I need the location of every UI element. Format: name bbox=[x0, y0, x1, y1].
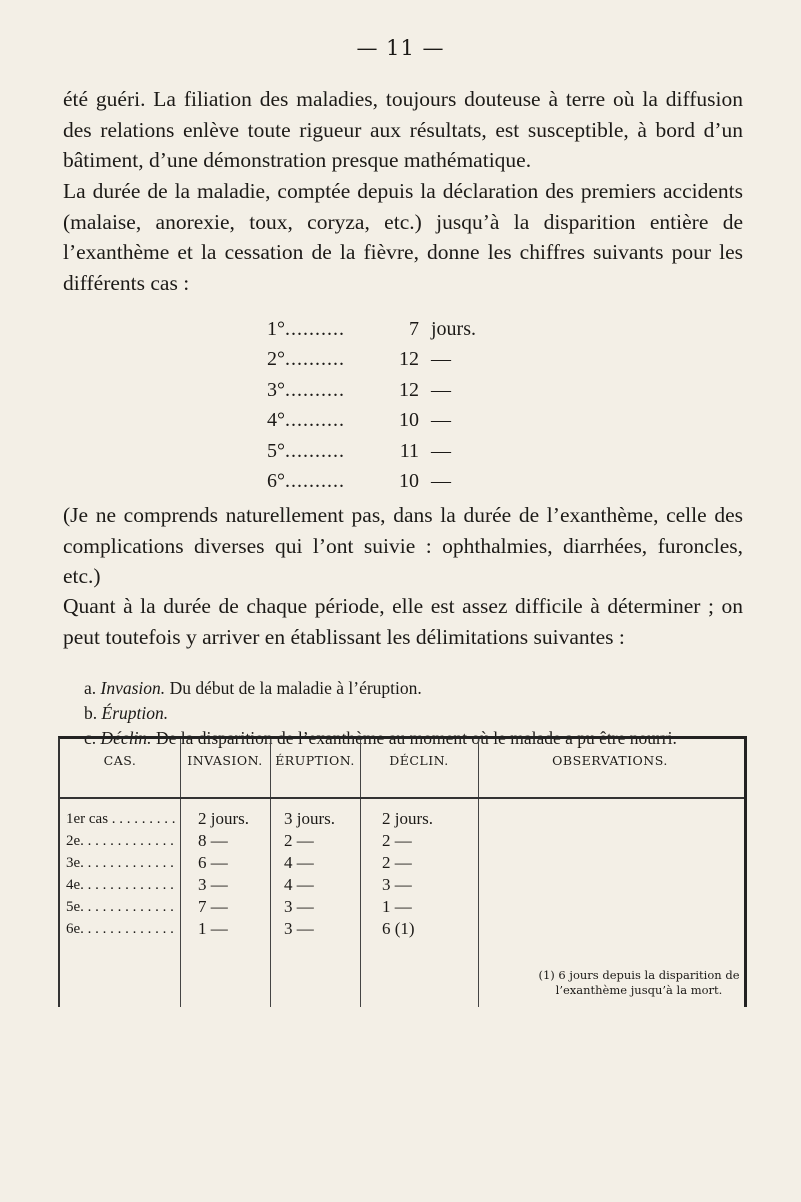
column-cas bbox=[66, 808, 176, 940]
duration-row: 1°.......... 7 jours. bbox=[267, 317, 476, 340]
table-cell: 2 — bbox=[382, 853, 412, 872]
table-cell: 2 — bbox=[284, 831, 314, 850]
table-cell: 3 — bbox=[382, 875, 412, 894]
table-cell: 1 — bbox=[198, 919, 228, 938]
table-cell: 6e. . . . . . . . . . . . . bbox=[66, 921, 174, 937]
table-cell: 5e. . . . . . . . . . . . . bbox=[66, 899, 174, 915]
table-cell: 2 jours. bbox=[198, 809, 249, 828]
column-invasion bbox=[198, 808, 249, 940]
table-cell: 1 — bbox=[382, 897, 412, 916]
paragraph-3: (Je ne comprends naturellement pas, dans la durée de l’exanthème, celle des complications diverses qui l’ont suivie : ophthalmies, diarrhées, furoncles, etc.) bbox=[63, 503, 743, 588]
duration-value: 7 bbox=[409, 317, 419, 340]
paragraph-2: La durée de la maladie, comptée depuis la déclaration des premiers accidents (malaise, anorexie, toux, coryza, etc.) jusqu’à la disparition entière de l’exanthème et la cessation de la fièvre, donne les chiffres suivants pour les différents cas : bbox=[63, 179, 743, 295]
duration-case: 6° bbox=[267, 470, 285, 493]
table-cell: 8 — bbox=[198, 831, 228, 850]
header-observations: OBSERVATIONS. bbox=[552, 752, 668, 768]
duration-row: 2°.......... 12 — bbox=[267, 348, 451, 371]
table-cell: 3 jours. bbox=[284, 809, 335, 828]
table-cell: 4 — bbox=[284, 853, 314, 872]
duration-case: 3° bbox=[267, 378, 285, 401]
definition-c: c. Déclin. De la disparition de l’exanthème au moment où le malade a pu être nourri. bbox=[84, 728, 677, 748]
duration-value: 10 bbox=[399, 470, 419, 493]
duration-unit: — bbox=[431, 470, 451, 493]
table-cell: 2e. . . . . . . . . . . . . bbox=[66, 833, 174, 849]
duration-unit: — bbox=[431, 439, 451, 462]
table-cell: 3 — bbox=[198, 875, 228, 894]
table-cell: 6 — bbox=[198, 853, 228, 872]
header-cas: CAS. bbox=[103, 752, 137, 768]
duration-row: 6°.......... 10 — bbox=[267, 470, 451, 493]
observation-note: (1) 6 jours depuis la disparition de l’exanthème jusqu’à la mort. bbox=[538, 968, 740, 997]
column-eruption bbox=[284, 808, 335, 940]
header-eruption: ÉRUPTION. bbox=[275, 752, 355, 768]
definition-a: a. Invasion. Du début de la maladie à l’éruption. bbox=[84, 678, 422, 698]
table-cell: 6 (1) bbox=[382, 919, 415, 938]
duration-value: 10 bbox=[399, 409, 419, 432]
table-cell: 1er cas . . . . . . . . . bbox=[66, 811, 176, 827]
duration-unit: — bbox=[431, 348, 451, 371]
duration-case: 2° bbox=[267, 348, 285, 371]
duration-case: 4° bbox=[267, 409, 285, 432]
header-rule bbox=[60, 797, 744, 799]
table-cell: 4 — bbox=[284, 875, 314, 894]
table-cell: 2 — bbox=[382, 831, 412, 850]
duration-row: 5°.......... 11 — bbox=[267, 439, 451, 462]
duration-unit: — bbox=[431, 409, 451, 432]
page-number: — 11 — bbox=[356, 36, 445, 60]
duration-row: 3°.......... 12 — bbox=[267, 378, 451, 401]
header-declin: DÉCLIN. bbox=[389, 752, 449, 768]
paragraph-4: Quant à la durée de chaque période, elle est assez difficile à déterminer ; on peut toutefois y arriver en établissant les délimitations suivantes : bbox=[63, 594, 743, 649]
duration-value: 12 bbox=[399, 378, 419, 401]
table-cell: 4e. . . . . . . . . . . . . bbox=[66, 877, 174, 893]
duration-unit: — bbox=[431, 378, 451, 401]
duration-case: 1° bbox=[267, 317, 285, 340]
definition-b: b. Éruption. bbox=[84, 703, 169, 723]
periods-table bbox=[58, 736, 747, 1007]
table-cell: 3 — bbox=[284, 897, 314, 916]
header-invasion: INVASION. bbox=[187, 752, 263, 768]
table-cell: 3 — bbox=[284, 919, 314, 938]
duration-row: 4°.......... 10 — bbox=[267, 409, 451, 432]
paragraph-1: été guéri. La filiation des maladies, toujours douteuse à terre où la diffusion des relations enlève toute rigueur aux résultats, est susceptible, à bord d’un bâtiment, d’une démonstration presque mathématique. bbox=[63, 87, 743, 172]
duration-case: 5° bbox=[267, 439, 285, 462]
duration-value: 12 bbox=[399, 348, 419, 371]
durations-list bbox=[267, 314, 527, 497]
duration-unit: jours. bbox=[431, 317, 476, 340]
table-cell: 2 jours. bbox=[382, 809, 433, 828]
table-cell: 7 — bbox=[198, 897, 228, 916]
column-declin bbox=[382, 808, 433, 940]
table-cell: 3e. . . . . . . . . . . . . bbox=[66, 855, 174, 871]
duration-value: 11 bbox=[399, 439, 419, 462]
